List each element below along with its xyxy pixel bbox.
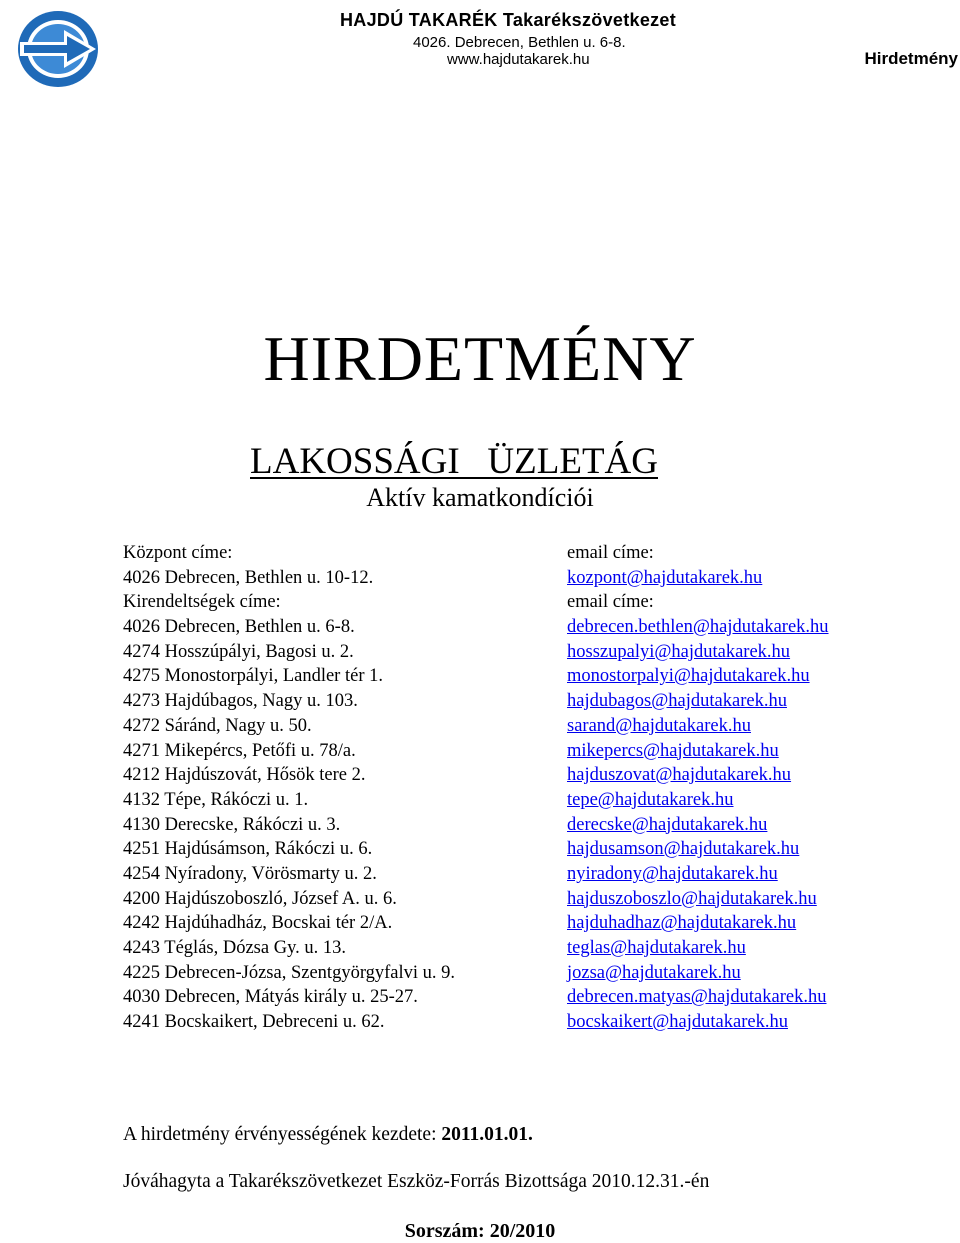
address-item: 4272 Sáránd, Nagy u. 50. <box>123 715 312 736</box>
validity-line <box>123 1124 533 1146</box>
address-item: 4225 Debrecen-Józsa, Szentgyörgyfalvi u. 9. <box>123 962 456 983</box>
address-item: 4241 Bocskaikert, Debreceni u. 62. <box>123 1012 385 1033</box>
email-link[interactable]: bocskaikert@hajdutakarek.hu <box>567 1012 788 1033</box>
email-label: email címe: <box>567 592 654 613</box>
email-link[interactable]: sarand@hajdutakarek.hu <box>567 715 751 736</box>
address-list <box>123 541 455 1035</box>
email-link[interactable]: hajdubagos@hajdutakarek.hu <box>567 691 787 712</box>
section-title: LAKOSSÁGI ÜZLETÁG <box>250 441 658 482</box>
email-link[interactable]: monostorpalyi@hajdutakarek.hu <box>567 666 810 687</box>
validity-date: 2011.01.01. <box>441 1124 533 1145</box>
page-title: HIRDETMÉNY <box>263 323 697 394</box>
email-link-central[interactable]: kozpont@hajdutakarek.hu <box>567 567 763 588</box>
company-website[interactable]: www.hajdutakarek.hu <box>447 51 590 68</box>
arrow-circle-logo-icon <box>12 6 104 92</box>
address-item: 4274 Hosszúpályi, Bagosi u. 2. <box>123 641 354 662</box>
email-link[interactable]: hajduhadhaz@hajdutakarek.hu <box>567 913 797 934</box>
company-address: 4026. Debrecen, Bethlen u. 6-8. <box>413 34 626 51</box>
company-name: HAJDÚ TAKARÉK Takarékszövetkezet <box>340 10 677 30</box>
address-item: 4275 Monostorpályi, Landler tér 1. <box>123 666 383 687</box>
email-link[interactable]: hajduszovat@hajdutakarek.hu <box>567 765 792 786</box>
approval-line: Jóváhagyta a Takarékszövetkezet Eszköz-Forrás Bizottsága 2010.12.31.-én <box>123 1171 710 1192</box>
address-item: 4026 Debrecen, Bethlen u. 6-8. <box>123 617 355 638</box>
email-link[interactable]: hajdusamson@hajdutakarek.hu <box>567 839 800 860</box>
serial-number: Sorszám: 20/2010 <box>404 1220 556 1242</box>
email-link[interactable]: tepe@hajdutakarek.hu <box>567 789 734 810</box>
section-subtitle: Aktív kamatkondíciói <box>366 483 594 512</box>
email-link[interactable]: jozsa@hajdutakarek.hu <box>567 962 741 983</box>
address-item: 4200 Hajdúszoboszló, József A. u. 6. <box>123 888 397 909</box>
address-item: 4254 Nyíradony, Vörösmarty u. 2. <box>123 863 377 884</box>
address-item: 4130 Derecske, Rákóczi u. 3. <box>123 814 341 835</box>
address-item: 4273 Hajdúbagos, Nagy u. 103. <box>123 691 358 712</box>
email-link[interactable]: derecske@hajdutakarek.hu <box>567 814 768 835</box>
address-item: 4030 Debrecen, Mátyás király u. 25-27. <box>123 987 418 1008</box>
email-link[interactable]: mikepercs@hajdutakarek.hu <box>567 740 779 761</box>
address-item: 4242 Hajdúhadház, Bocskai tér 2/A. <box>123 913 393 934</box>
address-item: 4212 Hajdúszovát, Hősök tere 2. <box>123 765 366 786</box>
validity-label: A hirdetmény érvényességének kezdete: <box>123 1124 442 1145</box>
address-item: 4251 Hajdúsámson, Rákóczi u. 6. <box>123 839 373 860</box>
email-link[interactable]: debrecen.bethlen@hajdutakarek.hu <box>567 617 829 638</box>
email-link[interactable]: hajduszoboszlo@hajdutakarek.hu <box>567 888 817 909</box>
address-label-branches: Kirendeltségek címe: <box>123 592 281 613</box>
document-type: Hirdetmény <box>864 49 958 68</box>
address-label-central: Központ címe: <box>123 543 233 563</box>
address-item: 4132 Tépe, Rákóczi u. 1. <box>123 789 309 810</box>
email-link[interactable]: teglas@hajdutakarek.hu <box>567 938 746 958</box>
address-item: 4243 Téglás, Dózsa Gy. u. 13. <box>123 938 346 958</box>
email-link[interactable]: nyiradony@hajdutakarek.hu <box>567 863 778 884</box>
company-logo <box>12 6 104 92</box>
address-item: 4271 Mikepércs, Petőfi u. 78/a. <box>123 740 356 761</box>
email-list <box>567 541 829 1035</box>
address-item: 4026 Debrecen, Bethlen u. 10-12. <box>123 567 374 588</box>
email-link[interactable]: hosszupalyi@hajdutakarek.hu <box>567 641 791 662</box>
email-link[interactable]: debrecen.matyas@hajdutakarek.hu <box>567 987 827 1008</box>
email-label: email címe: <box>567 543 654 563</box>
